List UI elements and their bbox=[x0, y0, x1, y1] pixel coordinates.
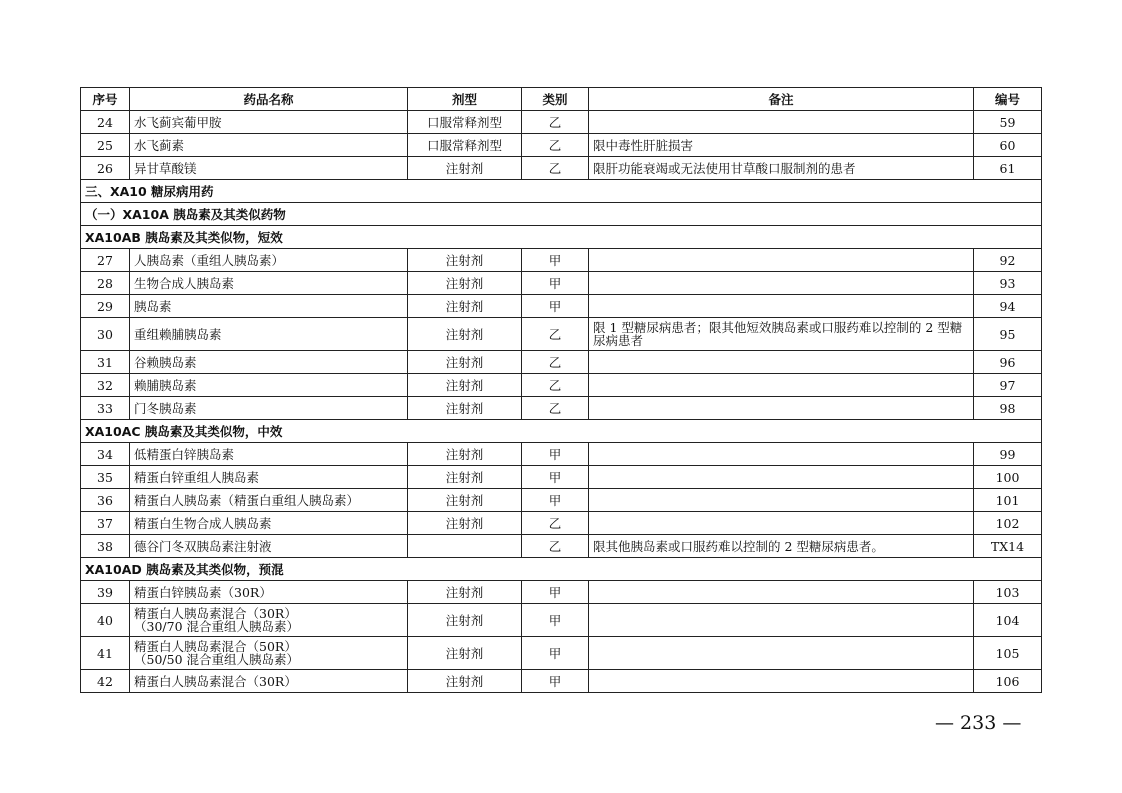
section-row bbox=[81, 420, 1042, 443]
cell-category: 甲 bbox=[522, 581, 589, 604]
page-number: — 233 — bbox=[935, 712, 1022, 734]
table-row bbox=[81, 466, 1042, 489]
cell-name: 赖脯胰岛素 bbox=[130, 374, 408, 397]
cell-category: 乙 bbox=[522, 512, 589, 535]
table-row bbox=[81, 295, 1042, 318]
cell-form: 注射剂 bbox=[408, 466, 522, 489]
table-row bbox=[81, 604, 1042, 637]
cell-code: 92 bbox=[974, 249, 1042, 272]
cell-no: 26 bbox=[81, 157, 130, 180]
cell-name: 精蛋白生物合成人胰岛素 bbox=[130, 512, 408, 535]
cell-note bbox=[589, 637, 974, 670]
cell-name: 德谷门冬双胰岛素注射液 bbox=[130, 535, 408, 558]
cell-no: 34 bbox=[81, 443, 130, 466]
cell-note bbox=[589, 604, 974, 637]
cell-name: 精蛋白锌重组人胰岛素 bbox=[130, 466, 408, 489]
cell-code: TX14 bbox=[974, 535, 1042, 558]
table-row bbox=[81, 397, 1042, 420]
table-row bbox=[81, 512, 1042, 535]
cell-category: 甲 bbox=[522, 637, 589, 670]
cell-category: 甲 bbox=[522, 249, 589, 272]
cell-name: 精蛋白人胰岛素混合（50R） （50/50 混合重组人胰岛素） bbox=[130, 637, 408, 670]
cell-code: 104 bbox=[974, 604, 1042, 637]
table-row bbox=[81, 535, 1042, 558]
cell-note bbox=[589, 272, 974, 295]
cell-code: 61 bbox=[974, 157, 1042, 180]
table-row bbox=[81, 489, 1042, 512]
cell-code: 102 bbox=[974, 512, 1042, 535]
cell-no: 24 bbox=[81, 111, 130, 134]
section-title: 三、XA10 糖尿病用药 bbox=[81, 180, 1042, 203]
cell-no: 30 bbox=[81, 318, 130, 351]
cell-no: 29 bbox=[81, 295, 130, 318]
table-row bbox=[81, 637, 1042, 670]
cell-note bbox=[589, 397, 974, 420]
header-name: 药品名称 bbox=[130, 88, 408, 111]
section-title: XA10AC 胰岛素及其类似物，中效 bbox=[81, 420, 1042, 443]
cell-code: 97 bbox=[974, 374, 1042, 397]
cell-category: 乙 bbox=[522, 111, 589, 134]
table-row bbox=[81, 249, 1042, 272]
cell-form: 注射剂 bbox=[408, 581, 522, 604]
cell-no: 31 bbox=[81, 351, 130, 374]
cell-note bbox=[589, 111, 974, 134]
cell-note bbox=[589, 295, 974, 318]
section-title: XA10AB 胰岛素及其类似物，短效 bbox=[81, 226, 1042, 249]
cell-note: 限其他胰岛素或口服药难以控制的 2 型糖尿病患者。 bbox=[589, 535, 974, 558]
cell-form: 注射剂 bbox=[408, 318, 522, 351]
section-title: （一）XA10A 胰岛素及其类似药物 bbox=[81, 203, 1042, 226]
cell-note bbox=[589, 443, 974, 466]
cell-note bbox=[589, 489, 974, 512]
table-row bbox=[81, 111, 1042, 134]
cell-category: 甲 bbox=[522, 604, 589, 637]
header-note: 备注 bbox=[589, 88, 974, 111]
cell-note bbox=[589, 249, 974, 272]
cell-note bbox=[589, 351, 974, 374]
cell-no: 33 bbox=[81, 397, 130, 420]
header-category: 类别 bbox=[522, 88, 589, 111]
cell-note bbox=[589, 670, 974, 693]
cell-form: 口服常释剂型 bbox=[408, 111, 522, 134]
cell-name: 人胰岛素（重组人胰岛素） bbox=[130, 249, 408, 272]
cell-name: 水飞蓟宾葡甲胺 bbox=[130, 111, 408, 134]
cell-category: 甲 bbox=[522, 443, 589, 466]
cell-name: 门冬胰岛素 bbox=[130, 397, 408, 420]
cell-code: 94 bbox=[974, 295, 1042, 318]
table-row bbox=[81, 157, 1042, 180]
section-row bbox=[81, 558, 1042, 581]
cell-code: 99 bbox=[974, 443, 1042, 466]
cell-form: 注射剂 bbox=[408, 512, 522, 535]
cell-no: 36 bbox=[81, 489, 130, 512]
section-row bbox=[81, 226, 1042, 249]
cell-code: 98 bbox=[974, 397, 1042, 420]
cell-name: 水飞蓟素 bbox=[130, 134, 408, 157]
header-code: 编号 bbox=[974, 88, 1042, 111]
cell-no: 28 bbox=[81, 272, 130, 295]
cell-code: 93 bbox=[974, 272, 1042, 295]
cell-code: 95 bbox=[974, 318, 1042, 351]
cell-form: 注射剂 bbox=[408, 637, 522, 670]
cell-code: 101 bbox=[974, 489, 1042, 512]
header-form: 剂型 bbox=[408, 88, 522, 111]
cell-category: 乙 bbox=[522, 351, 589, 374]
cell-form: 注射剂 bbox=[408, 295, 522, 318]
cell-code: 106 bbox=[974, 670, 1042, 693]
cell-category: 甲 bbox=[522, 489, 589, 512]
cell-form: 注射剂 bbox=[408, 489, 522, 512]
cell-no: 40 bbox=[81, 604, 130, 637]
cell-no: 32 bbox=[81, 374, 130, 397]
cell-category: 甲 bbox=[522, 272, 589, 295]
cell-note: 限 1 型糖尿病患者；限其他短效胰岛素或口服药难以控制的 2 型糖尿病患者 bbox=[589, 318, 974, 351]
cell-category: 乙 bbox=[522, 157, 589, 180]
cell-note bbox=[589, 581, 974, 604]
section-row bbox=[81, 203, 1042, 226]
cell-category: 乙 bbox=[522, 397, 589, 420]
cell-name: 精蛋白人胰岛素混合（30R） bbox=[130, 670, 408, 693]
table-row bbox=[81, 443, 1042, 466]
cell-form: 注射剂 bbox=[408, 670, 522, 693]
cell-code: 59 bbox=[974, 111, 1042, 134]
cell-no: 35 bbox=[81, 466, 130, 489]
cell-category: 乙 bbox=[522, 318, 589, 351]
header-no: 序号 bbox=[81, 88, 130, 111]
cell-form: 注射剂 bbox=[408, 604, 522, 637]
cell-category: 甲 bbox=[522, 466, 589, 489]
cell-category: 乙 bbox=[522, 134, 589, 157]
table-row bbox=[81, 581, 1042, 604]
cell-note: 限肝功能衰竭或无法使用甘草酸口服制剂的患者 bbox=[589, 157, 974, 180]
cell-no: 42 bbox=[81, 670, 130, 693]
cell-note bbox=[589, 374, 974, 397]
cell-name: 低精蛋白锌胰岛素 bbox=[130, 443, 408, 466]
table-row bbox=[81, 318, 1042, 351]
cell-category: 甲 bbox=[522, 670, 589, 693]
table-body bbox=[81, 111, 1042, 693]
cell-category: 乙 bbox=[522, 374, 589, 397]
drug-table bbox=[80, 87, 1042, 693]
cell-form bbox=[408, 535, 522, 558]
cell-no: 41 bbox=[81, 637, 130, 670]
cell-form: 注射剂 bbox=[408, 374, 522, 397]
cell-note: 限中毒性肝脏损害 bbox=[589, 134, 974, 157]
cell-code: 96 bbox=[974, 351, 1042, 374]
cell-form: 注射剂 bbox=[408, 249, 522, 272]
header-row bbox=[81, 88, 1042, 111]
cell-no: 38 bbox=[81, 535, 130, 558]
cell-name: 精蛋白人胰岛素（精蛋白重组人胰岛素） bbox=[130, 489, 408, 512]
cell-no: 37 bbox=[81, 512, 130, 535]
cell-form: 注射剂 bbox=[408, 351, 522, 374]
cell-category: 甲 bbox=[522, 295, 589, 318]
cell-no: 27 bbox=[81, 249, 130, 272]
cell-code: 100 bbox=[974, 466, 1042, 489]
table-row bbox=[81, 670, 1042, 693]
table-row bbox=[81, 134, 1042, 157]
cell-code: 103 bbox=[974, 581, 1042, 604]
table-row bbox=[81, 351, 1042, 374]
cell-form: 注射剂 bbox=[408, 443, 522, 466]
cell-no: 25 bbox=[81, 134, 130, 157]
cell-form: 注射剂 bbox=[408, 397, 522, 420]
section-title: XA10AD 胰岛素及其类似物，预混 bbox=[81, 558, 1042, 581]
cell-name: 生物合成人胰岛素 bbox=[130, 272, 408, 295]
cell-form: 注射剂 bbox=[408, 272, 522, 295]
cell-name: 谷赖胰岛素 bbox=[130, 351, 408, 374]
cell-name: 重组赖脯胰岛素 bbox=[130, 318, 408, 351]
cell-category: 乙 bbox=[522, 535, 589, 558]
table-row bbox=[81, 374, 1042, 397]
cell-name: 胰岛素 bbox=[130, 295, 408, 318]
cell-name: 精蛋白人胰岛素混合（30R） （30/70 混合重组人胰岛素） bbox=[130, 604, 408, 637]
cell-form: 口服常释剂型 bbox=[408, 134, 522, 157]
cell-note bbox=[589, 512, 974, 535]
cell-name: 异甘草酸镁 bbox=[130, 157, 408, 180]
cell-code: 105 bbox=[974, 637, 1042, 670]
cell-name: 精蛋白锌胰岛素（30R） bbox=[130, 581, 408, 604]
cell-note bbox=[589, 466, 974, 489]
cell-no: 39 bbox=[81, 581, 130, 604]
cell-form: 注射剂 bbox=[408, 157, 522, 180]
table-row bbox=[81, 272, 1042, 295]
section-row bbox=[81, 180, 1042, 203]
cell-code: 60 bbox=[974, 134, 1042, 157]
